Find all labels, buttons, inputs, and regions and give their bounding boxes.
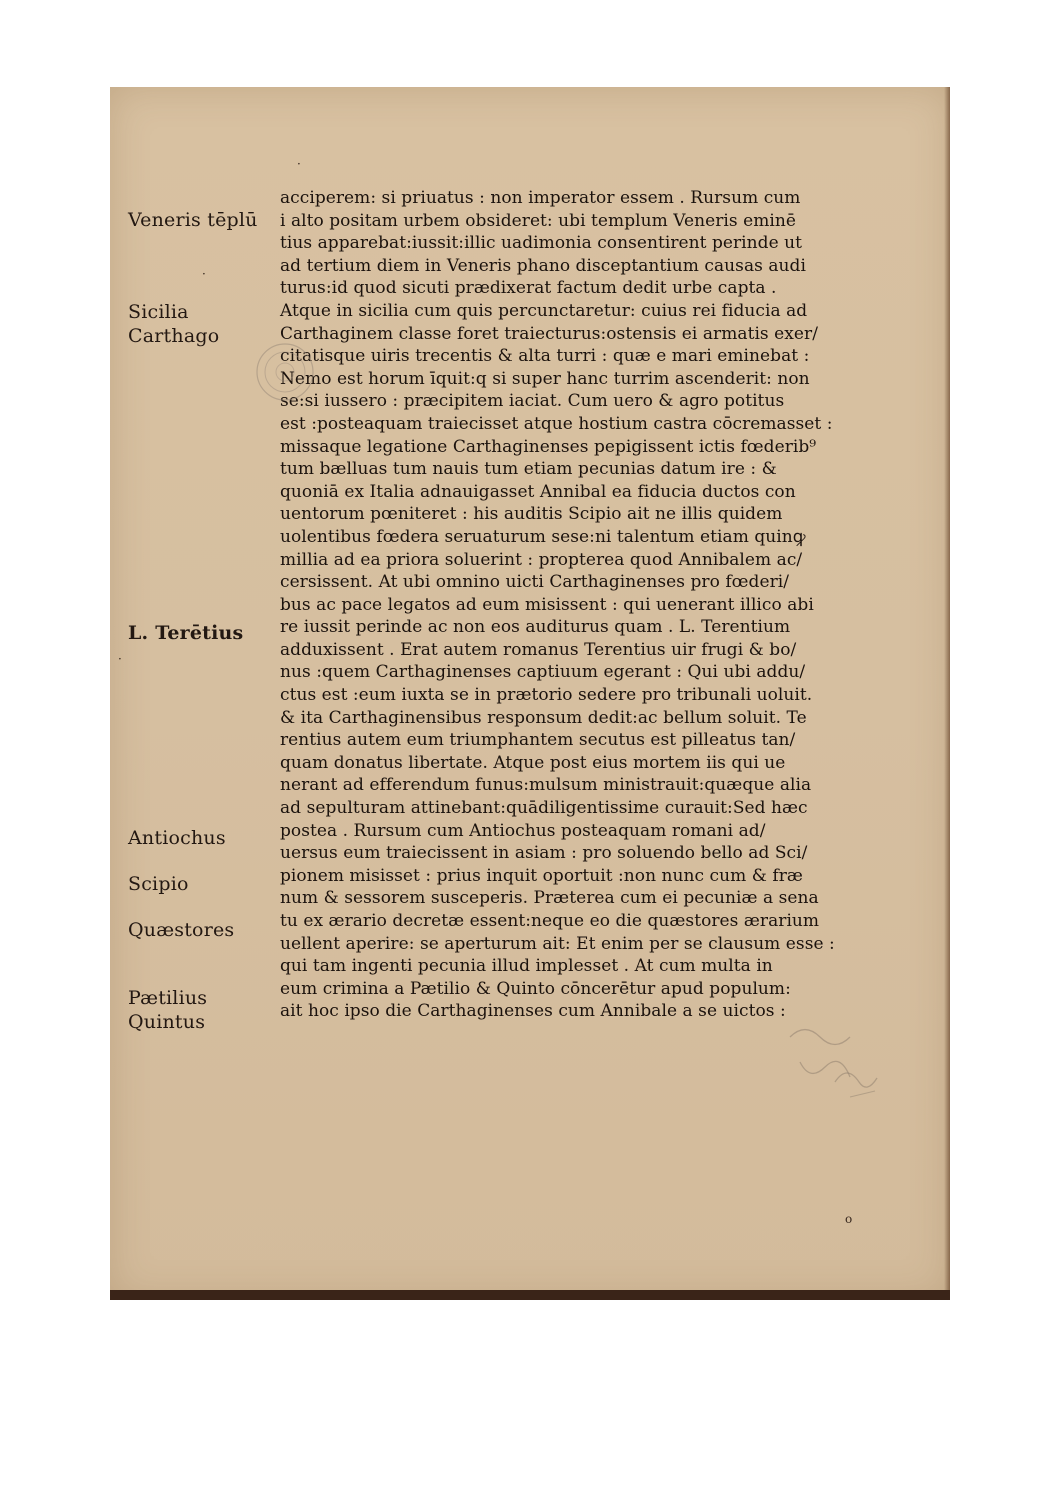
- margin-note: Pætilius: [128, 987, 208, 1009]
- text-line: & ita Carthaginensibus responsum dedit:ac bellum soluit. Te: [280, 707, 807, 728]
- text-line: eum crimina a Pætilio & Quinto cōncerētur apud populum:: [280, 978, 791, 999]
- margin-note: Antiochus: [128, 827, 226, 849]
- text-line: re iussit perinde ac non eos auditurus quam . L. Terentium: [280, 617, 791, 638]
- ink-mark: ·: [118, 652, 122, 666]
- ink-mark: ·: [297, 157, 301, 171]
- ink-mark: o: [845, 1212, 853, 1226]
- margin-note: Veneris tēplū: [128, 209, 258, 231]
- text-line: turus:id quod sicuti prædixerat factum dedit urbe capta .: [280, 278, 777, 299]
- text-line: quoniā ex Italia adnauigasset Annibal ea fiducia ductos con: [280, 481, 796, 502]
- text-line: tum bælluas tum nauis tum etiam pecunias datum ire : &: [280, 459, 777, 480]
- margin-note: Carthago: [128, 325, 220, 347]
- text-line: tius apparebat:iussit:illic uadimonia consentirent perinde ut: [280, 233, 803, 254]
- text-line: bus ac pace legatos ad eum misissent : qui uenerant illico abi: [280, 594, 814, 615]
- text-line: millia ad ea priora soluerint : propterea quod Annibalem ac/: [280, 549, 803, 570]
- text-line: uellent aperire: se aperturum ait: Et enim per se clausum esse :: [280, 933, 835, 954]
- watermark-icon: [780, 1017, 890, 1107]
- text-line: qui tam ingenti pecunia illud implesset . At cum multa in: [280, 956, 773, 977]
- body-text: [280, 187, 880, 1023]
- text-line: pionem misisset : prius inquit oportuit :non nunc cum & fræ: [280, 865, 803, 886]
- library-stamp-icon: [250, 337, 320, 407]
- text-line: uentorum pœniteret : his auditis Scipio ait ne illis quidem: [280, 504, 783, 525]
- text-line: uolentibus fœdera seruaturum sese:ni talentum etiam quinꝙ: [280, 526, 806, 547]
- text-line: ait hoc ipso die Carthaginenses cum Annibale a se uictos :: [280, 1001, 786, 1022]
- text-line: citatisque uiris trecentis & alta turri : quæ e mari eminebat :: [280, 346, 810, 367]
- margin-note: Quæstores: [128, 919, 235, 941]
- text-line: Atque in sicilia cum quis percunctaretur: cuius rei fiducia ad: [280, 300, 808, 321]
- text-line: Carthaginem classe foret traiecturus:ostensis ei armatis exer/: [280, 323, 818, 344]
- text-line: rentius autem eum triumphantem secutus est pilleatus tan/: [280, 730, 796, 751]
- margin-note: L. Terētius: [128, 622, 244, 644]
- text-line: est :posteaquam traiecisset atque hostium castra cōcremasset :: [280, 413, 833, 434]
- manuscript-page: [110, 87, 950, 1300]
- margin-note: Scipio: [128, 873, 189, 895]
- text-line: ad sepulturam attinebant:quādiligentissime curauit:Sed hæc: [280, 798, 808, 819]
- text-line: cersissent. At ubi omnino uicti Carthaginenses pro fœderi/: [280, 572, 790, 593]
- text-line: quam donatus libertate. Atque post eius mortem iis qui ue: [280, 752, 786, 773]
- text-line: missaque legatione Carthaginenses pepigissent ictis fœderib⁹: [280, 436, 817, 457]
- text-line: i alto positam urbem obsideret: ubi templum Veneris eminē: [280, 210, 796, 231]
- text-line: num & sessorem susceperis. Præterea cum ei pecuniæ a sena: [280, 888, 819, 909]
- text-line: nerant ad efferendum funus:mulsum ministrauit:quæque alia: [280, 775, 812, 796]
- text-line: adduxissent . Erat autem romanus Terentius uir frugi & bo/: [280, 639, 797, 660]
- ink-mark: ·: [202, 267, 206, 281]
- text-line: postea . Rursum cum Antiochus posteaquam romani ad/: [280, 820, 766, 841]
- text-line: acciperem: si priuatus : non imperator essem . Rursum cum: [280, 188, 801, 208]
- text-line: nus :quem Carthaginenses captiuum egerant : Qui ubi addu/: [280, 662, 806, 683]
- text-line: ctus est :eum iuxta se in prætorio sedere pro tribunali uoluit.: [280, 685, 813, 706]
- text-line: se:si iussero : præcipitem iaciat. Cum uero & agro potitus: [280, 391, 785, 412]
- margin-note: Quintus: [128, 1011, 206, 1033]
- text-line: ad tertium diem in Veneris phano disceptantium causas audi: [280, 255, 806, 276]
- text-line: Nemo est horum īquit:q si super hanc turrim ascenderit: non: [280, 368, 810, 389]
- text-line: uersus eum traiecissent in asiam : pro soluendo bello ad Sci/: [280, 843, 808, 864]
- text-line: tu ex ærario decretæ essent:neque eo die quæstores ærarium: [280, 911, 820, 931]
- page-bottom-edge: [110, 1290, 950, 1300]
- page-edge-shadow: [944, 87, 950, 1300]
- margin-note: Sicilia: [128, 301, 189, 323]
